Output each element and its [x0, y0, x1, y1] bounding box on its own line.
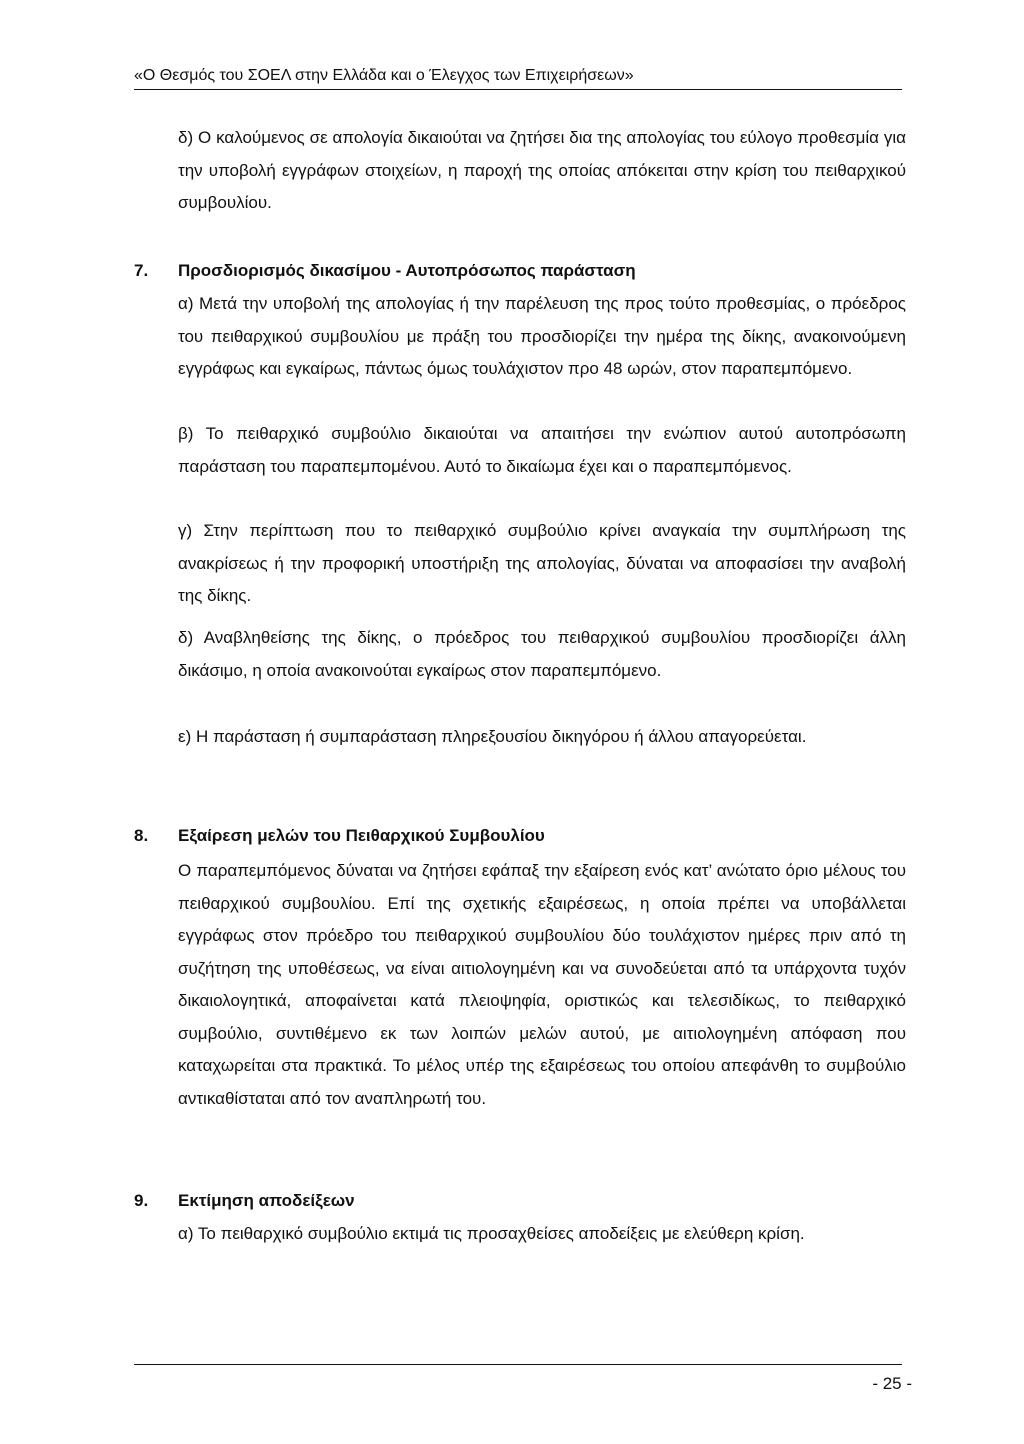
section-8-title: Εξαίρεση μελών του Πειθαρχικού Συμβουλίου [178, 826, 545, 845]
footer-rule [134, 1364, 902, 1365]
section-7-heading [134, 255, 636, 288]
section-8-paragraph: Ο παραπεμπόμενος δύναται να ζητήσει εφάπαξ την εξαίρεση ενός κατ’ ανώτατο όριο μέλους του πειθαρχικού συμβουλίου. Επί της σχετικής εξαιρέσεως, η οποία πρέπει να υποβάλλεται εγγράφως στον πρόεδρο του πειθαρχικού συμβουλίου δύο τουλάχιστον ημέρες πριν από τη συζήτηση της υποθέσεως, να είναι αιτιολογημένη και να συνοδεύεται από τα υπάρχοντα τυχόν δικαιολογητικά, αποφαίνεται κατά πλειοψηφία, οριστικώς και τελεσιδίκως, το πειθαρχικό συμβούλιο, συντιθέμενο εκ των λοιπών μελών αυτού, με αιτιολογημένη απόφαση που καταχωρείται στα πρακτικά. Το μέλος υπέρ της εξαιρέσεως του οποίου απεφάνθη το συμβούλιο αντικαθίσταται από τον αναπληρωτή του. [178, 861, 906, 1108]
section-7-paragraph-b: β) Το πειθαρχικό συμβούλιο δικαιούται να απαιτήσει την ενώπιον αυτού αυτοπρόσωπη παράσταση του παραπεμπομένου. Αυτό το δικαίωμα έχει και ο παραπεμπόμενος. [178, 424, 906, 476]
intro-paragraph-d: δ) Ο καλούμενος σε απολογία δικαιούται να ζητήσει δια της απολογίας του εύλογο προθεσμία για την υποβολή εγγράφων στοιχείων, η παροχή της οποίας απόκειται στην κρίση του πειθαρχικού συμβουλίου. [178, 128, 906, 212]
section-7-number: 7. [134, 261, 149, 280]
section-9-number: 9. [134, 1191, 149, 1210]
section-8-heading [134, 820, 545, 853]
running-header: «Ο Θεσμός του ΣΟΕΛ στην Ελλάδα και ο Έλεγχος των Επιχειρήσεων» [134, 67, 634, 84]
section-7-title: Προσδιορισμός δικασίμου - Αυτοπρόσωπος παράσταση [178, 261, 636, 280]
section-9-title: Εκτίμηση αποδείξεων [178, 1191, 355, 1210]
page-number: - 25 - [872, 1374, 912, 1393]
section-7-paragraph-d: δ) Αναβληθείσης της δίκης, ο πρόεδρος του πειθαρχικού συμβουλίου προσδιορίζει άλλη δικάσιμο, η οποία ανακοινούται εγκαίρως στον παραπεμπόμενο. [178, 628, 906, 680]
header-rule [134, 89, 902, 90]
section-7-paragraph-e: ε) Η παράσταση ή συμπαράσταση πληρεξουσίου δικηγόρου ή άλλου απαγορεύεται. [178, 727, 807, 746]
section-7-paragraph-a: α) Μετά την υποβολή της απολογίας ή την παρέλευση της προς τούτο προθεσμίας, ο πρόεδρος του πειθαρχικού συμβουλίου με πράξη του προσδιορίζει την ημέρα της δίκης, ανακοινούμενη εγγράφως και εγκαίρως, πάντως όμως τουλάχιστον προ 48 ωρών, στον παραπεμπόμενο. [178, 294, 906, 378]
section-9-paragraph-a: α) Το πειθαρχικό συμβούλιο εκτιμά τις προσαχθείσες αποδείξεις με ελεύθερη κρίση. [178, 1224, 805, 1243]
section-8-number: 8. [134, 826, 149, 845]
section-7-paragraph-c: γ) Στην περίπτωση που το πειθαρχικό συμβούλιο κρίνει αναγκαία την συμπλήρωση της ανακρίσεως ή την προφορική υποστήριξη της απολογίας, δύναται να αποφασίσει την αναβολή της δίκης. [178, 521, 906, 605]
section-9-heading [134, 1185, 355, 1218]
